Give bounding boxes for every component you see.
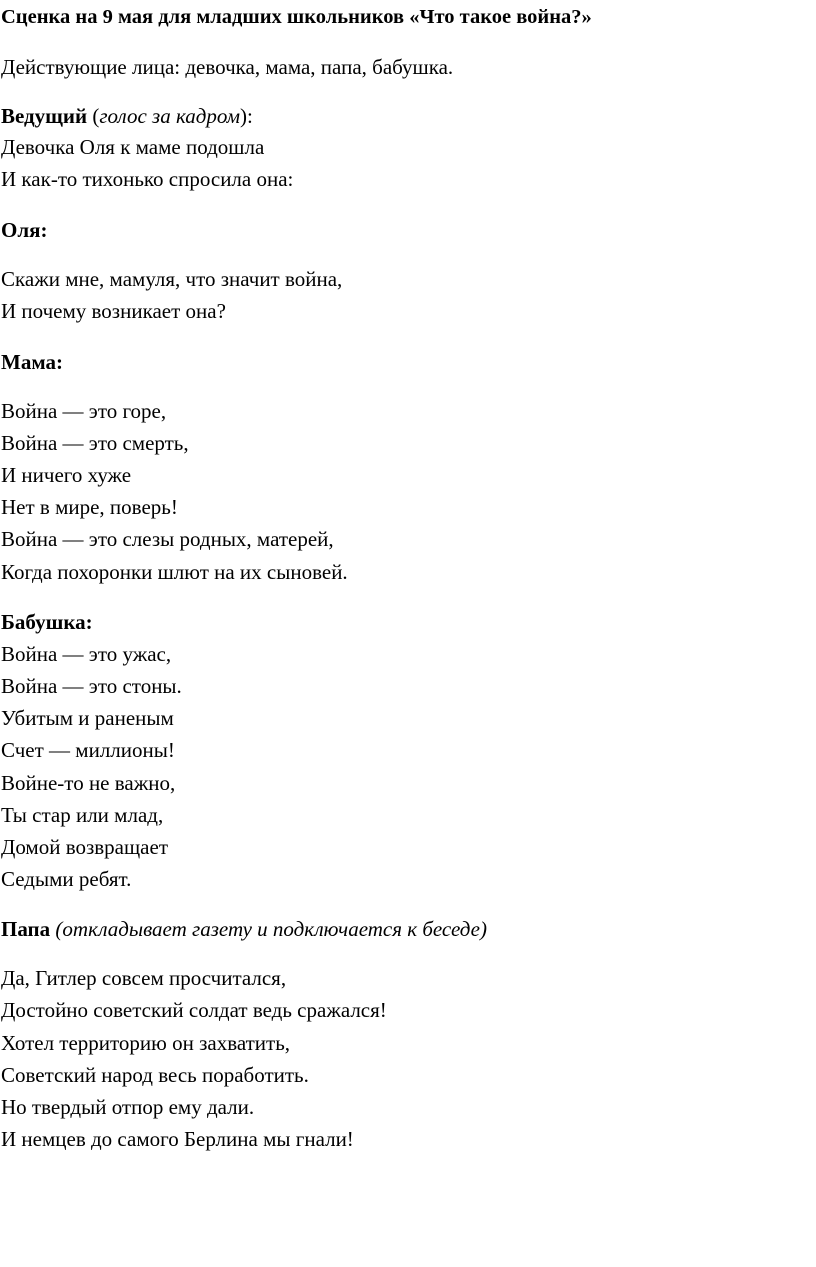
grandma-line: Убитым и раненым (1, 706, 174, 730)
grandma-line: Домой возвращает (1, 835, 168, 859)
narrator-line: Девочка Оля к маме подошла (1, 135, 265, 159)
papa-speaker: Папа (1, 917, 51, 941)
mama-line: Война — это слезы родных, матерей, (1, 527, 334, 551)
grandma-line: Война — это ужас, (1, 642, 172, 666)
papa-line: Советский народ весь поработить. (1, 1063, 309, 1087)
papa-note: (откладывает газету и подключается к беседе) (55, 917, 487, 941)
grandma-line: Войне-то не важно, (1, 771, 176, 795)
papa-heading (1, 916, 487, 942)
olya-line: Скажи мне, мамуля, что значит война, (1, 267, 343, 291)
olya-line: И почему возникает она? (1, 299, 226, 323)
mama-line: И ничего хуже (1, 463, 132, 487)
cast-list: Действующие лица: девочка, мама, папа, бабушка. (1, 55, 454, 79)
mama-line: Когда похоронки шлют на их сыновей. (1, 560, 348, 584)
narrator-note: голос за кадром (99, 104, 240, 128)
papa-line: Хотел территорию он захватить, (1, 1031, 291, 1055)
mama-line: Война — это смерть, (1, 431, 189, 455)
papa-line: Да, Гитлер совсем просчитался, (1, 966, 287, 990)
narrator-heading: Ведущий (голос за кадром): (1, 104, 253, 128)
mama-line: Война — это горе, (1, 399, 167, 423)
document-title: Сценка на 9 мая для младших школьников «Что такое война?» (1, 6, 592, 28)
grandma-line: Седыми ребят. (1, 867, 132, 891)
grandma-line: Счет — миллионы! (1, 738, 175, 762)
olya-speaker: Оля: (1, 218, 48, 242)
papa-line: Но твердый отпор ему дали. (1, 1095, 255, 1119)
papa-line: Достойно советский солдат ведь сражался! (1, 998, 387, 1022)
grandma-line: Ты стар или млад, (1, 803, 164, 827)
narrator-line: И как-то тихонько спросила она: (1, 167, 294, 191)
grandma-line: Война — это стоны. (1, 674, 182, 698)
mama-line: Нет в мире, поверь! (1, 495, 178, 519)
mama-speaker: Мама: (1, 350, 63, 374)
papa-line: И немцев до самого Берлина мы гнали! (1, 1127, 354, 1151)
narrator-speaker: Ведущий (1, 104, 88, 128)
grandma-speaker: Бабушка: (1, 610, 93, 634)
